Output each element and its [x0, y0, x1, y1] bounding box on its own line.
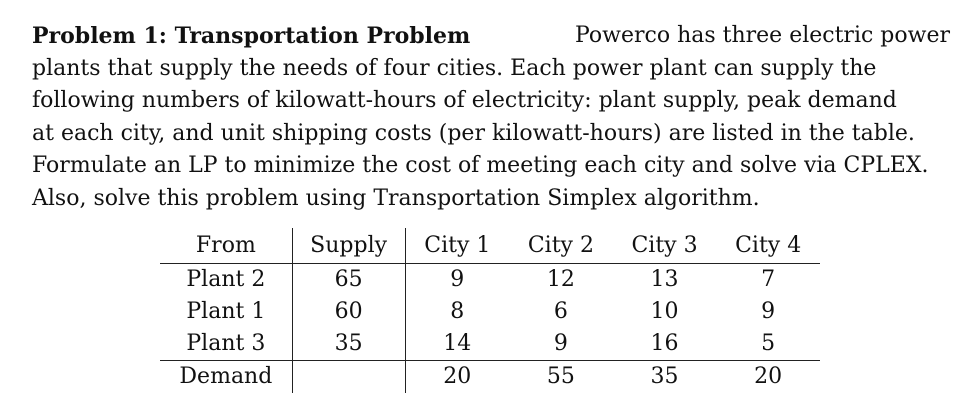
- cost-cell: 13: [613, 264, 717, 297]
- cost-cell: 7: [716, 264, 820, 297]
- row-supply-value: 60: [292, 296, 405, 328]
- cost-cell: 9: [761, 299, 776, 324]
- table-header-row: [160, 228, 820, 264]
- row-supply-value: 35: [292, 328, 405, 361]
- paragraph-line-1: [32, 20, 950, 53]
- header-from: From: [160, 228, 292, 264]
- row-plant-label: Plant 1: [160, 296, 292, 328]
- cost-cell: 8: [450, 299, 465, 324]
- paragraph-line-2: plants that supply the needs of four cities. Each power plant can supply the: [32, 55, 877, 81]
- table-row: [160, 264, 820, 297]
- header-city-1: City 1: [424, 232, 491, 258]
- transportation-cost-table: [160, 228, 820, 393]
- header-supply: Supply: [292, 228, 405, 264]
- table-row: [160, 296, 820, 328]
- problem-title: Problem 1: Transportation Problem: [32, 23, 471, 49]
- demand-row: [160, 361, 820, 394]
- transportation-table-container: [160, 228, 820, 394]
- paragraph-text-1: Powerco has three electric power: [574, 23, 950, 48]
- row-supply-value: 65: [292, 264, 405, 297]
- demand-value-city-1: 20: [405, 361, 509, 394]
- paragraph-line-5: Formulate an LP to minimize the cost of meeting each city and solve via CPLEX.: [32, 153, 929, 179]
- demand-value-city-3: 35: [613, 361, 717, 394]
- cost-cell: 6: [553, 299, 568, 324]
- table-row: [160, 328, 820, 361]
- demand-value-city-2: 55: [509, 361, 613, 394]
- demand-value-city-4: 20: [716, 361, 820, 394]
- cost-cell: 5: [761, 331, 776, 356]
- paragraph-line-6: Also, solve this problem using Transportation Simplex algorithm.: [32, 185, 760, 211]
- paragraph-line-4: at each city, and unit shipping costs (per kilowatt-hours) are listed in the table.: [32, 120, 915, 146]
- header-city-4: City 4: [735, 232, 802, 258]
- row-plant-label: Plant 3: [160, 328, 292, 361]
- row-plant-label: Plant 2: [160, 264, 292, 297]
- header-city-3: City 3: [631, 232, 698, 258]
- cost-cell: 10: [650, 299, 679, 324]
- demand-label: Demand: [160, 361, 292, 394]
- cost-cell: 16: [650, 331, 679, 356]
- demand-supply-cell: [292, 361, 405, 394]
- cost-cell: 14: [443, 331, 472, 356]
- cost-cell: 9: [553, 331, 568, 356]
- cost-cell: 9: [405, 264, 509, 297]
- problem-paragraph: [32, 20, 950, 216]
- header-city-2: City 2: [527, 232, 594, 258]
- paragraph-line-3: following numbers of kilowatt-hours of electricity: plant supply, peak demand: [32, 88, 897, 114]
- cost-cell: 12: [509, 264, 613, 297]
